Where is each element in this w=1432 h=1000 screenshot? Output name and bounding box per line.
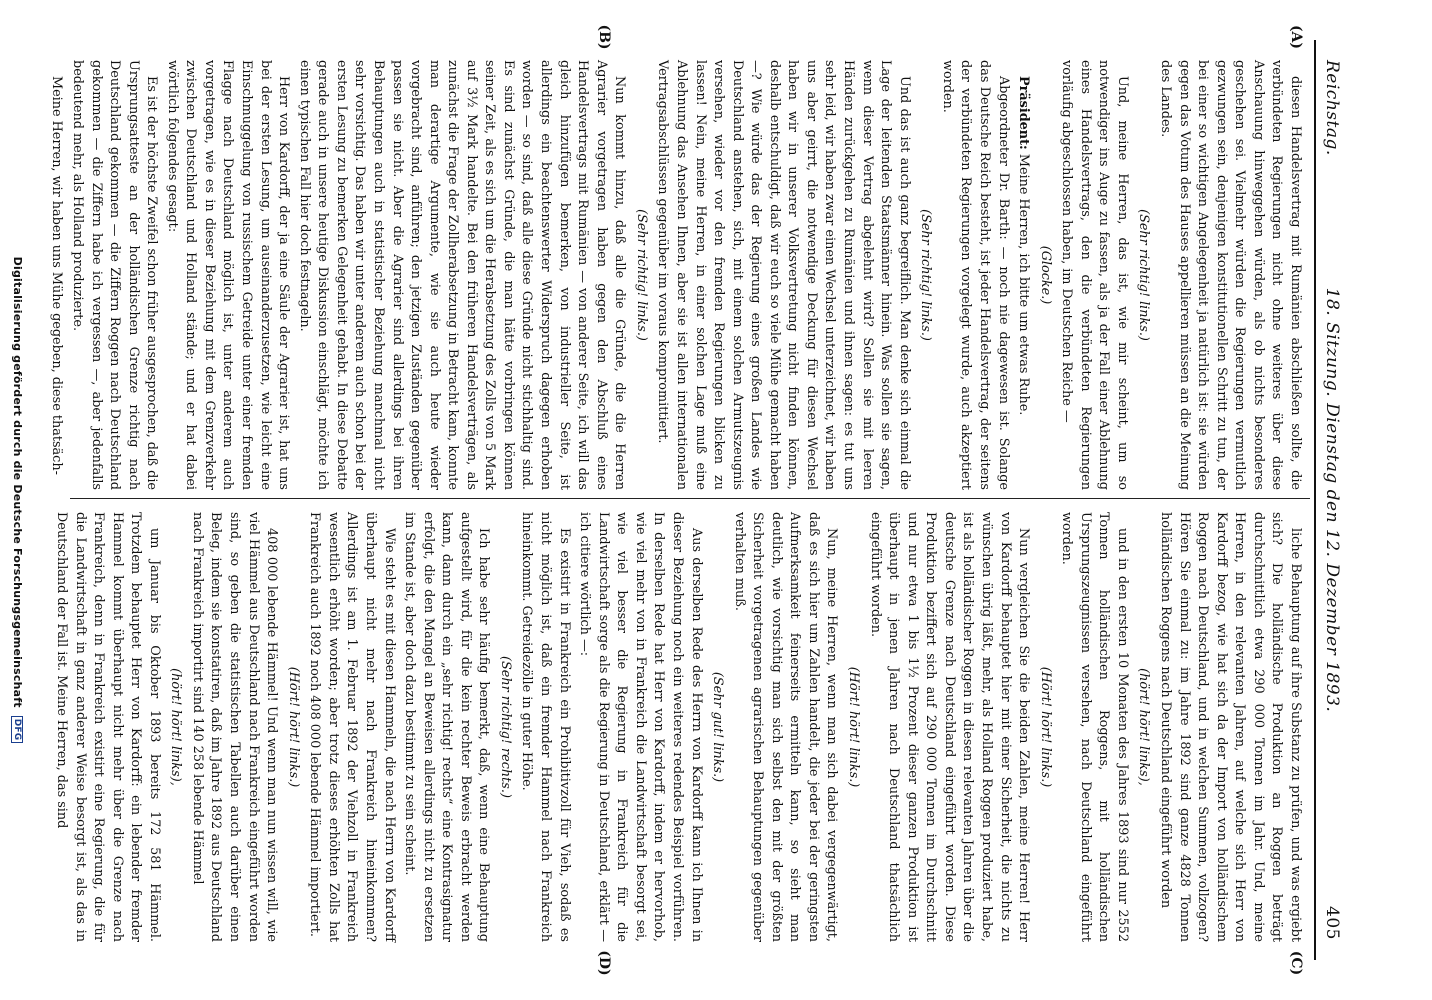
paragraph: Aus derselben Rede des Herrn von Kardorff kann ich Ihnen in dieser Beziehung noch ein weiteres redendes Beispiel vorführen. In derselben Rede hat Herr von Kardorff, indem er hervorhob, wie viel mehr von in Frankreich die Landwirtschaft besorgt sei, wie viel besser die Regierung in Frankreich für die Landwirtschaft sorge als die Regierung in Deutschland, erklärt — ich citiere wörtlich —: [577, 512, 704, 942]
interjection: (Hört! hört! links.) [846, 666, 862, 788]
dfg-logo: DFG [11, 716, 23, 744]
interjection: (Hört! hört! links.) [285, 666, 301, 788]
running-header [1316, 60, 1342, 940]
left-column [45, 60, 1304, 490]
footer-credit [2, 0, 24, 1000]
paragraph: liche Behauptung auf ihre Substanz zu prüfen, und was ergiebt sich? Die holländische Produktion an Roggen beträgt durchschnittlich etwa 290 000 Tonnen im Jahr. Und, meine Herren, in den relevanten Jahren, auf welche sich Herr von Kardorff bezog, wie hat sich da der Import von holländischem Roggen nach Deutschland, und in welchen Summen, vollzogen? Hören Sie einmal zu: im Jahre 1892 sind ganze 4828 Tonnen holländischen Roggens nach Deutschland eingeführt worden [1158, 512, 1303, 942]
interjection: (Sehr gut! links.) [710, 671, 726, 783]
column-rule [70, 498, 1310, 499]
page-number: 405 [1322, 906, 1342, 940]
interjection: (Sehr richtig! links.) [633, 209, 649, 341]
paragraph: Nun, meine Herren, wenn man sich dabei vergegenwärtigt, daß es sich hier um Zahlen handelt, die jeder bei der geringsten Aufmerksamkeit feinerseits ermitteln kann, so sieht man deutlich, wie vorsichtig man sich selbst den mit der größten Sicherheit vorgetragenen agrarischen Behauptungen gegenüber verhalten muß. [731, 512, 840, 942]
paragraph: Meine Herren, wir haben uns Mühe gegeben, diese thatsäch- [49, 76, 65, 475]
paragraph: Nun kommt hinzu, daß alle die Gründe, die die Herren Agrarier vorgetragen haben gegen den Abschluß eines Handelsvertrags mit Rumänien — von anderer Seite, ich will das gleich hinzufügen bemerken, von industrieller Seite, ist allerdings ein beachtenswerter Widerspruch dagegen erhoben worden — so sind, daß alle diese Gründe nicht stichhaltig sind. Es sind zunächst Gründe, die man hätte vorbringen können seiner Zeit, als es sich um die Herabsetzung des Zolls von 5 Mark auf 3½ Mark handelte. Bei den früheren Handelsverträgen, als zunächst die Frage der Zollherabsetzung in Betracht kam, konnte man derartige Argumente, wie sie auch heute wieder vorgebracht sind, anführen; den jetzigen Zuständen gegenüber passen sie nicht. Aber die Agrarier sind allerdings bei ihren Behauptungen auch in statistischer Beziehung manchmal nicht sehr vorsichtig. Das haben wir unter anderem auch schon bei der ersten Lesung zu bemerken Gelegenheit gehabt. In diese Debatte gerade auch in unsere heutige Diskussion einschlägt, möchte ich einen typischen Fall hier doch festnageln. [296, 60, 628, 490]
header-rule [1314, 40, 1316, 960]
paragraph: Und das ist auch ganz begreiflich. Man denke sich einmal die Lage der leitenden Staatsmänner hinein. Was sollen sie sagen, wenn dieser Vertrag abgelehnt wird? Sollen sie mit leeren Händen zurückgehen zu Rumänien und ihnen sagen: es tut uns sehr leid, wir haben zwar einen Wechsel unterzeichnet, wir haben uns aber geirrt, die notwendige Deckung für diesen Wechsel haben wir in unserer Volksvertretung nicht finden können, deshalb entschuldigt, daß wir euch so viele Mühe gemacht haben —? Wie würde das der Regierung eines großen Landes wie Deutschland anstehen, sich, mit einem solchen Armutszeugnis versehen, wieder vor den fremden Regierungen blicken zu lassen! Nein, meine Herren, in einer solchen Lage muß eine Ablehnung das Ansehen Ihnen, aber sie ist allen internationalen Vertragsabschlüssen gegenüber im voraus kompromittiert. [655, 60, 912, 490]
paragraph: Es ist der höchste Zweifel schon früher ausgesprochen, daß die Ursprungsatteste an der holländischen Grenze richtig nach Deutschland gekommen — die Ziffern Roggen nach Deutschland gekommen — die Ziffern habe ich vergessen —, aber jedenfalls bedeutend mehr, als Holland produzierte. [70, 60, 160, 491]
interjection: (Glocke.) [1037, 245, 1053, 305]
interjection: (Sehr richtig! links.) [1136, 209, 1152, 341]
paragraph: Nun vergleichen Sie die beiden Zahlen, meine Herren! Herr von Kardorff behauptet hier mit einer Sicherheit, die nichts zu wünschen übrig läßt, mehr, als Holland Roggen produziert habe, ist als holländischer Roggen in diesen relevanten Jahren über die deutsche Grenze nach Deutschland eingeführt worden. Diese Produktion beziffert sich auf 290 000 Tonnen im Durchschnitt und nur etwa 1 bis 1½ Prozent dieser ganzen Produktion ist überhaupt in jenen Jahren nach Deutschland thatsächlich eingeführt worden. [867, 512, 1032, 942]
paragraph: und in den ersten 10 Monaten des Jahres 1893 sind nur 2552 Tonnen holländischen Roggens, mit holländischen Ursprungszeugnissen versehen, nach Deutschland eingeführt worden. [1059, 512, 1130, 942]
paragraph: Ich habe sehr häufig bemerkt, daß, wenn eine Behauptung aufgestellt wird, für die kein rechter Beweis erbracht werden kann, dann durch ein „sehr richtig! rechts“ eine Kontrasignatur erfolgt, die den Mangel an Beweisen allerdings nicht zu ersetzen im Stande ist, aber doch dazu bestimmt zu sein scheint. [402, 512, 492, 942]
interjection: (hört! hört! links), [1136, 668, 1152, 786]
paragraph: Es existirt in Frankreich ein Prohibitivzoll für Vieh, sodaß es nicht möglich ist, daß ein fremder Hammel nach Frankreich hineinkommt. Getreidezölle in guter Höhe. [519, 512, 572, 942]
paragraph: Abgeordneter Dr. Barth: — noch nie dagewesen ist. Solange das Deutsche Reich besteht, ist jeder Handelsvertrag, der seitens der verbündeten Regierungen vorgelegt wurde, auch akzeptiert worden. [939, 60, 1011, 490]
margin-marker-a: (A) [1288, 24, 1304, 50]
paragraph: Herr von Kardorff, der ja eine Säule der Agrarier ist, hat uns bei der ersten Lesung, um auseinanderzusetzen, wie leicht eine Einschmuggelung von russischem Getreide unter einer fremden Flagge nach Deutschland möglich ist, unter anderem auch vorgetragen, wie es in dieser Beziehung mit dem Grenzverkehr zwischen Deutschland und Holland stände; und er hat dabei wörtlich folgendes gesagt: [164, 60, 292, 490]
header-left: Reichstag. [1322, 60, 1342, 156]
paragraph: um Januar bis Oktober 1893 bereits 172 581 Hämmel. Trotzdem behauptet Herr von Kardorff: ein lebender fremder Hammel kommt überhaupt nicht mehr über die Grenze nach Frankreich, denn in Frankreich existirt eine Regierung, die für die Landwirtschaft in ganz anderer Weise besorgt ist, als das in Deutschland der Fall ist. Meine Herren, das sind [54, 512, 162, 942]
speaker-name: Präsident: [1016, 76, 1032, 150]
interjection: (Sehr richtig! links.) [918, 209, 934, 341]
speaker-text: Meine Herren, ich bitte um etwas Ruhe. [1016, 153, 1032, 416]
header-center: 18. Sitzung. Dienstag den 12. Dezember 1893. [1322, 287, 1342, 713]
footer-text: Digitalisierung gefördert durch die Deutsche Forschungsgemeinschaft [11, 256, 24, 708]
speaker-paragraph [1014, 60, 1033, 490]
paragraph: 408 000 lebende Hämmel! Und wenn man nun wissen will, wie viel Hämmel aus Deutschland nach Frankreich eingeführt worden sind, so geben die statistischen Tabellen auch darüber einen Beleg, indem sie konstatiren, daß im Jahre 1892 aus Deutschland nach Frankreich importirt sind 140 258 lebende Hämmel [189, 512, 280, 943]
interjection: (hört! hört! links), [168, 668, 184, 786]
margin-marker-d: (D) [596, 950, 612, 976]
paragraph: Und, meine Herren, das ist, wie mir scheint, um so notwendiger ins Auge zu fassen, als ja der Fall einer Ablehnung eines Handelsvertrags, den die verbündeten Regierungen vorläufig abgeschlossen haben, im Deutschen Reiche — [1059, 60, 1130, 490]
margin-marker-c: (C) [1288, 950, 1304, 976]
right-column [49, 512, 1304, 942]
paragraph: diesen Handelsvertrag mit Rumänien abschließen sollte, die verbündeten Regierungen nicht ohne weiteres über diese Anschauung hinweggehen würden, als ob nichts besonderes geschehen sei. Vielmehr würden die Regierungen vermutlich gezwungen sein, denjenigen konstitutionellen Schritt zu tun, der bei einer so wichtigen Angelegenheit ja natürlich ist: sie würden gegen das Votum des Hauses appellieren müssen an die Meinung des Landes. [1158, 60, 1303, 490]
interjection: (Sehr richtig! rechts.) [497, 656, 513, 798]
margin-marker-b: (B) [596, 24, 612, 50]
interjection: (Hört! hört! links.) [1037, 666, 1053, 788]
paragraph: Wie steht es mit diesen Hammeln, die nach Herrn von Kardorff überhaupt nicht mehr nach Frankreich hineinkommen? Allerdings ist am 1. Februar 1892 der Viehzoll in Frankreich wesentlich erhöht worden; aber trotz dieses erhöhten Zolls hat Frankreich auch 1892 noch 408 000 lebende Hämmel importiert. [307, 512, 397, 942]
